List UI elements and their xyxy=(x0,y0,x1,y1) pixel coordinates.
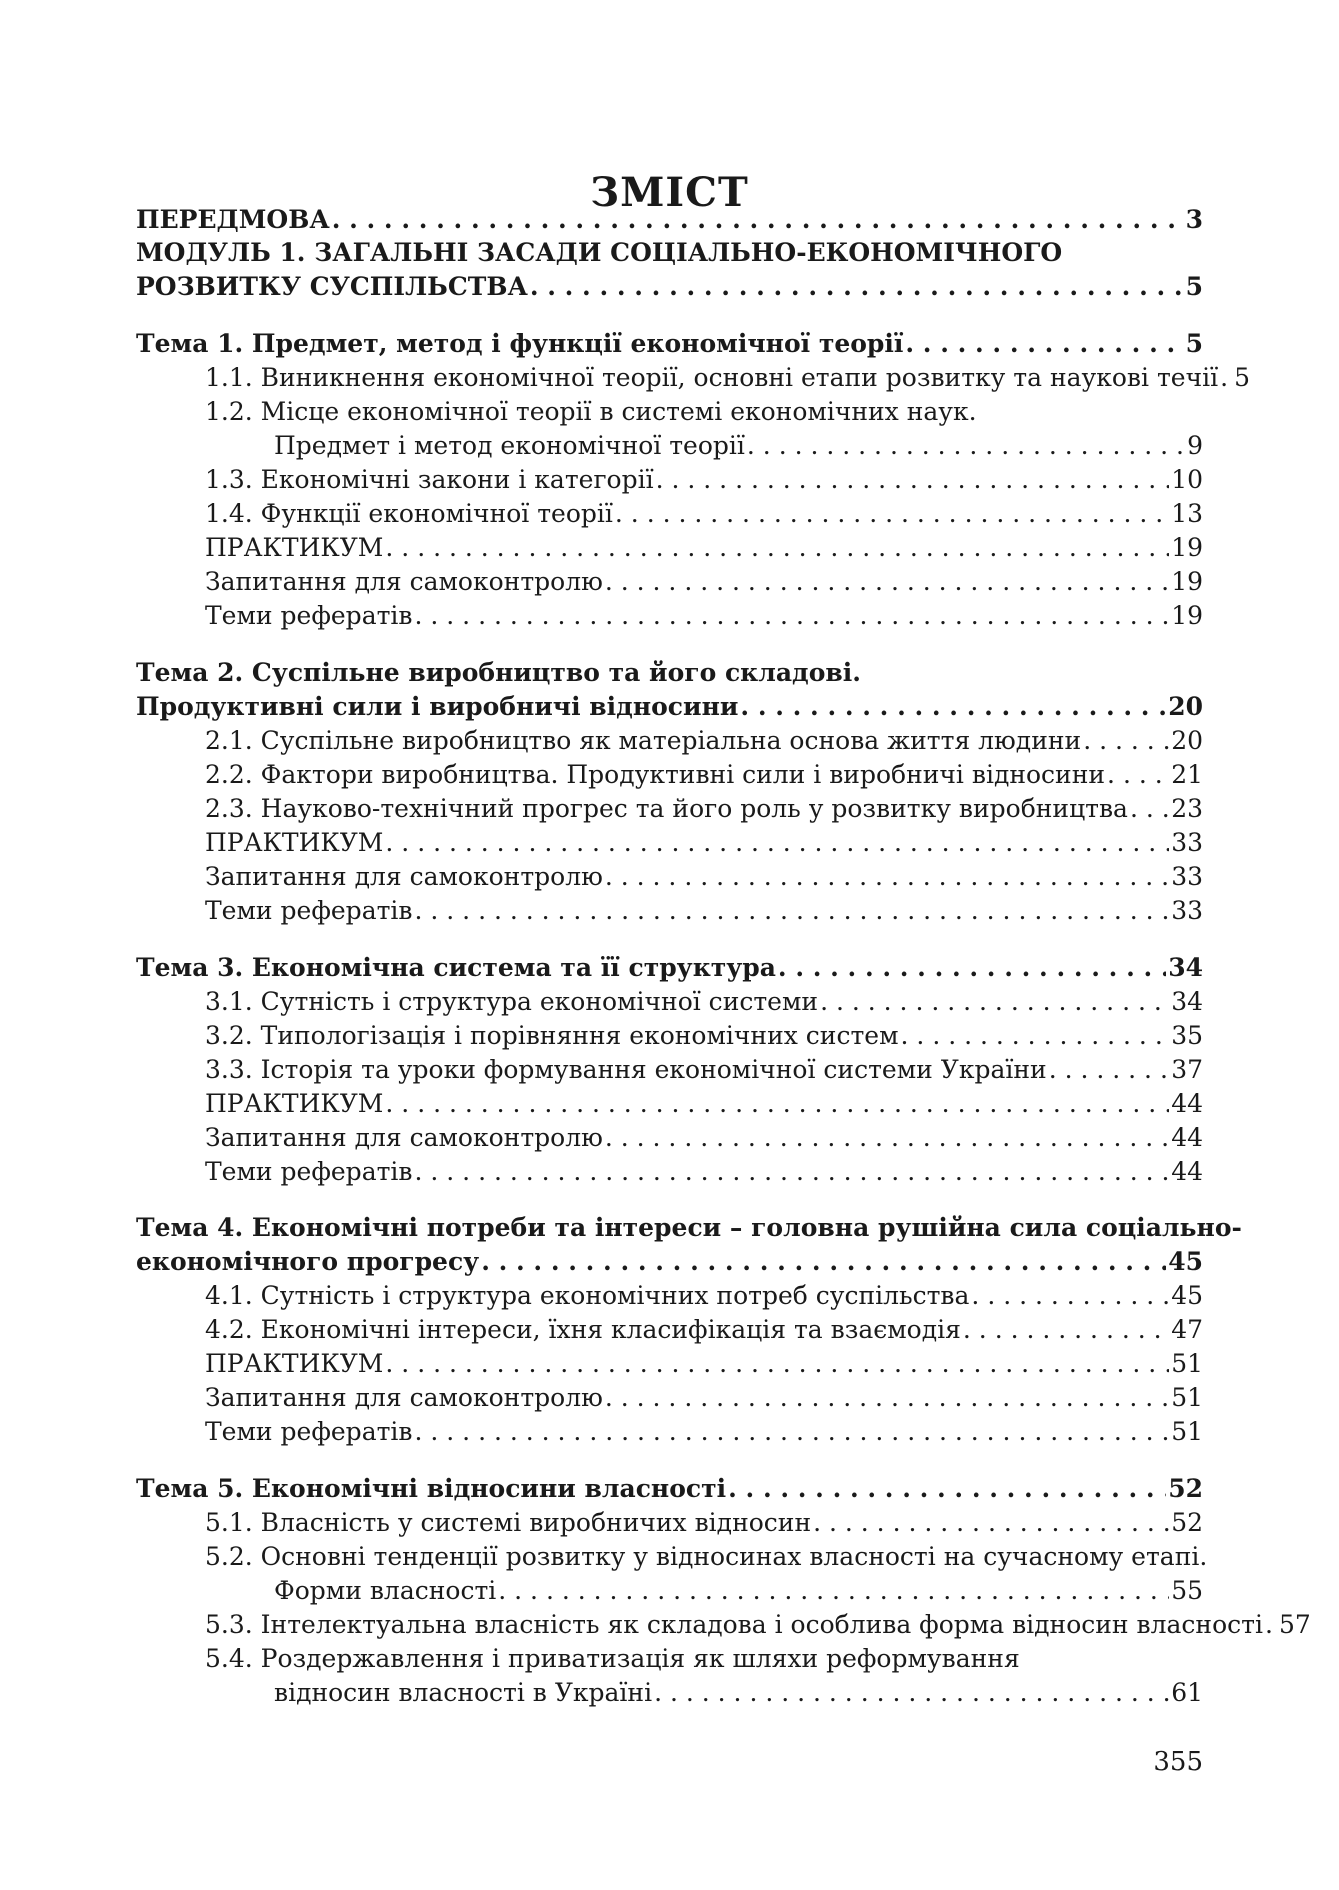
toc-entry-page: 19 xyxy=(1171,567,1203,596)
toc-entry-label: Теми рефератів xyxy=(205,896,413,925)
toc-entry-page: 37 xyxy=(1171,1055,1203,1084)
toc-entry-page: 33 xyxy=(1171,896,1203,925)
dot-leader xyxy=(330,203,1184,237)
page-number: 355 xyxy=(1153,1747,1203,1777)
toc-entry xyxy=(0,203,1339,237)
toc-entry xyxy=(0,758,1339,792)
dot-leader xyxy=(745,429,1185,463)
dot-leader xyxy=(496,1574,1169,1608)
dot-leader xyxy=(528,270,1184,304)
toc-entry xyxy=(0,860,1339,894)
toc-entry xyxy=(0,1506,1339,1540)
toc-entry-label: 3.3. Історія та уроки формування економічної системи України xyxy=(205,1055,1047,1084)
toc-entry-page: 33 xyxy=(1171,828,1203,857)
dot-leader xyxy=(1263,1608,1277,1642)
toc-entry-page: 19 xyxy=(1171,601,1203,630)
toc-entry-page: 5 xyxy=(1185,329,1203,358)
toc-entry-page: 44 xyxy=(1171,1123,1203,1152)
toc-entry xyxy=(0,1087,1339,1121)
dot-leader xyxy=(613,497,1169,531)
toc-entry xyxy=(0,1381,1339,1415)
dot-leader xyxy=(383,1347,1169,1381)
dot-leader xyxy=(383,531,1169,565)
toc-entry-label: Теми рефератів xyxy=(205,1157,413,1186)
toc-entry xyxy=(0,236,1339,270)
dot-leader xyxy=(479,1245,1166,1279)
toc-entry xyxy=(0,565,1339,599)
toc-entry-label: Теми рефератів xyxy=(205,601,413,630)
dot-leader xyxy=(1047,1053,1170,1087)
toc-entry xyxy=(0,1642,1339,1676)
toc-entry-page: 5 xyxy=(1185,272,1203,301)
toc-entry-label: Запитання для самоконтролю xyxy=(205,1123,603,1152)
toc-entry-label: 4.2. Економічні інтереси, їхня класифікація та взаємодія xyxy=(205,1315,961,1344)
toc-entry-label: Запитання для самоконтролю xyxy=(205,1383,603,1412)
toc-entry-page: 57 xyxy=(1278,1610,1311,1639)
toc-entry xyxy=(0,1155,1339,1189)
toc-entry-page: 20 xyxy=(1171,726,1203,755)
toc-entry-label: МОДУЛЬ 1. ЗАГАЛЬНІ ЗАСАДИ СОЦІАЛЬНО-ЕКОНОМІЧНОГО xyxy=(136,238,1063,267)
dot-leader xyxy=(811,1506,1169,1540)
toc-entry-label: 1.3. Економічні закони і категорії xyxy=(205,465,654,494)
toc-entry xyxy=(0,599,1339,633)
toc-entry-page: 5 xyxy=(1234,363,1251,392)
dot-leader xyxy=(1128,792,1169,826)
dot-leader xyxy=(383,826,1169,860)
toc-entry-label: Запитання для самоконтролю xyxy=(205,567,603,596)
toc-entry xyxy=(0,531,1339,565)
toc-entry xyxy=(0,497,1339,531)
toc-entry-label: Тема 2. Суспільне виробництво та його складові. xyxy=(136,658,861,687)
toc-entry xyxy=(0,951,1339,985)
dot-leader xyxy=(776,951,1166,985)
toc-entry xyxy=(0,724,1339,758)
toc-entry-page: 13 xyxy=(1171,499,1203,528)
dot-leader xyxy=(738,690,1166,724)
toc-entry-label: 4.1. Сутність і структура економічних потреб суспільства xyxy=(205,1281,970,1310)
toc-entry-label: 2.1. Суспільне виробництво як матеріальна основа життя людини xyxy=(205,726,1082,755)
dot-leader xyxy=(603,1381,1169,1415)
toc-entry-label: 1.2. Місце економічної теорії в системі економічних наук. xyxy=(205,397,977,426)
toc-entry xyxy=(0,1279,1339,1313)
dot-leader xyxy=(413,1415,1170,1449)
dot-leader xyxy=(603,565,1169,599)
toc-entry-page: 47 xyxy=(1171,1315,1203,1344)
toc-entry-label: 1.4. Функції економічної теорії xyxy=(205,499,613,528)
toc-entry-label: Запитання для самоконтролю xyxy=(205,862,603,891)
toc-entry-page: 52 xyxy=(1168,1474,1203,1503)
toc-entry-page: 35 xyxy=(1171,1021,1203,1050)
toc-entry xyxy=(0,826,1339,860)
toc-entry-page: 44 xyxy=(1171,1157,1203,1186)
toc-entry-page: 44 xyxy=(1171,1089,1203,1118)
dot-leader xyxy=(413,894,1170,928)
toc-entry-label: економічного прогресу xyxy=(136,1247,480,1276)
dot-leader xyxy=(961,1313,1169,1347)
toc-entry-label: ПРАКТИКУМ xyxy=(205,533,384,562)
toc-entry-label: 3.2. Типологізація і порівняння економічних систем xyxy=(205,1021,899,1050)
toc-entry-page: 33 xyxy=(1171,862,1203,891)
toc-entry xyxy=(0,270,1339,304)
toc-entry xyxy=(0,361,1339,395)
dot-leader xyxy=(652,1676,1169,1710)
toc-entry xyxy=(0,894,1339,928)
toc-entry xyxy=(0,1472,1339,1506)
toc-entry xyxy=(0,327,1339,361)
toc-entry xyxy=(0,1211,1339,1245)
toc-entry xyxy=(0,1574,1339,1608)
dot-leader xyxy=(603,860,1169,894)
dot-leader xyxy=(413,599,1170,633)
toc-entry xyxy=(0,395,1339,429)
toc-entry-label: Форми власності xyxy=(274,1576,497,1605)
toc-entry-page: 45 xyxy=(1168,1247,1203,1276)
toc-entry-page: 21 xyxy=(1171,760,1203,789)
toc-entry xyxy=(0,1347,1339,1381)
toc-entry-page: 23 xyxy=(1171,794,1203,823)
toc-entry-label: ПРАКТИКУМ xyxy=(205,1349,384,1378)
toc-entry-page: 55 xyxy=(1171,1576,1203,1605)
toc-entry xyxy=(0,690,1339,724)
toc-entry-label: Теми рефератів xyxy=(205,1417,413,1446)
toc-entry xyxy=(0,1121,1339,1155)
toc-entry xyxy=(0,429,1339,463)
toc-entry-label: Предмет і метод економічної теорії xyxy=(274,431,745,460)
dot-leader xyxy=(654,463,1170,497)
dot-leader xyxy=(413,1155,1170,1189)
dot-leader xyxy=(383,1087,1169,1121)
toc-entry-label: Тема 4. Економічні потреби та інтереси – головна рушійна сила соціально- xyxy=(136,1213,1242,1242)
toc-entry xyxy=(0,985,1339,1019)
toc-entry xyxy=(0,1053,1339,1087)
toc-entry-page: 51 xyxy=(1171,1383,1203,1412)
toc-entry-page: 51 xyxy=(1171,1349,1203,1378)
dot-leader xyxy=(969,1279,1169,1313)
dot-leader xyxy=(899,1019,1170,1053)
toc-entry-page: 61 xyxy=(1171,1678,1203,1707)
toc-entry xyxy=(0,463,1339,497)
toc-entry xyxy=(0,1608,1339,1642)
toc-entry xyxy=(0,1415,1339,1449)
toc-entry-label: 5.1. Власність у системі виробничих відносин xyxy=(205,1508,812,1537)
toc-entry-page: 20 xyxy=(1168,692,1203,721)
toc-entry-page: 9 xyxy=(1187,431,1203,460)
toc-entry-label: ПЕРЕДМОВА xyxy=(136,205,330,234)
toc-entry xyxy=(0,1245,1339,1279)
toc-entry-label: Тема 3. Економічна система та її структура xyxy=(136,953,776,982)
dot-leader xyxy=(818,985,1169,1019)
toc-entry xyxy=(0,656,1339,690)
toc-entry xyxy=(0,1540,1339,1574)
toc-entry xyxy=(0,1313,1339,1347)
toc-entry-label: 5.2. Основні тенденції розвитку у відносинах власності на сучасному етапі. xyxy=(205,1542,1208,1571)
toc-entry-page: 3 xyxy=(1185,205,1203,234)
toc-entry xyxy=(0,1019,1339,1053)
toc-entry-label: 2.3. Науково-технічний прогрес та його роль у розвитку виробництва xyxy=(205,794,1128,823)
toc-entry-label: 5.3. Інтелектуальна власність як складова і особлива форма відносин власності xyxy=(205,1610,1263,1639)
toc-entry-label: РОЗВИТКУ СУСПІЛЬСТВА xyxy=(136,272,528,301)
toc-entry-page: 45 xyxy=(1171,1281,1203,1310)
dot-leader xyxy=(1105,758,1169,792)
toc-entry-label: Продуктивні сили і виробничі відносини xyxy=(136,692,739,721)
dot-leader xyxy=(903,327,1183,361)
toc-entry-label: 2.2. Фактори виробництва. Продуктивні сили і виробничі відносини xyxy=(205,760,1106,789)
toc-entry-page: 51 xyxy=(1171,1417,1203,1446)
toc-entry-page: 52 xyxy=(1171,1508,1203,1537)
toc-entry xyxy=(0,792,1339,826)
toc-title: ЗМІСТ xyxy=(590,169,749,216)
toc-entry-label: 1.1. Виникнення економічної теорії, основні етапи розвитку та наукові течії xyxy=(205,363,1219,392)
toc-entry-label: 3.1. Сутність і структура економічної системи xyxy=(205,987,819,1016)
dot-leader xyxy=(603,1121,1169,1155)
toc-entry-label: ПРАКТИКУМ xyxy=(205,828,384,857)
toc-entry-page: 34 xyxy=(1168,953,1203,982)
toc-entry-page: 19 xyxy=(1171,533,1203,562)
toc-entry-page: 34 xyxy=(1171,987,1203,1016)
dot-leader xyxy=(726,1472,1166,1506)
toc-entry-label: 5.4. Роздержавлення і приватизація як шляхи реформування xyxy=(205,1644,1020,1673)
toc-entry-page: 10 xyxy=(1171,465,1203,494)
toc-entry-label: відносин власності в Україні xyxy=(274,1678,653,1707)
toc-entry xyxy=(0,1676,1339,1710)
toc-entry-label: ПРАКТИКУМ xyxy=(205,1089,384,1118)
toc-entry-label: Тема 5. Економічні відносини власності xyxy=(136,1474,727,1503)
dot-leader xyxy=(1081,724,1169,758)
toc-entry-label: Тема 1. Предмет, метод і функції економічної теорії xyxy=(136,329,904,358)
dot-leader xyxy=(1218,361,1232,395)
